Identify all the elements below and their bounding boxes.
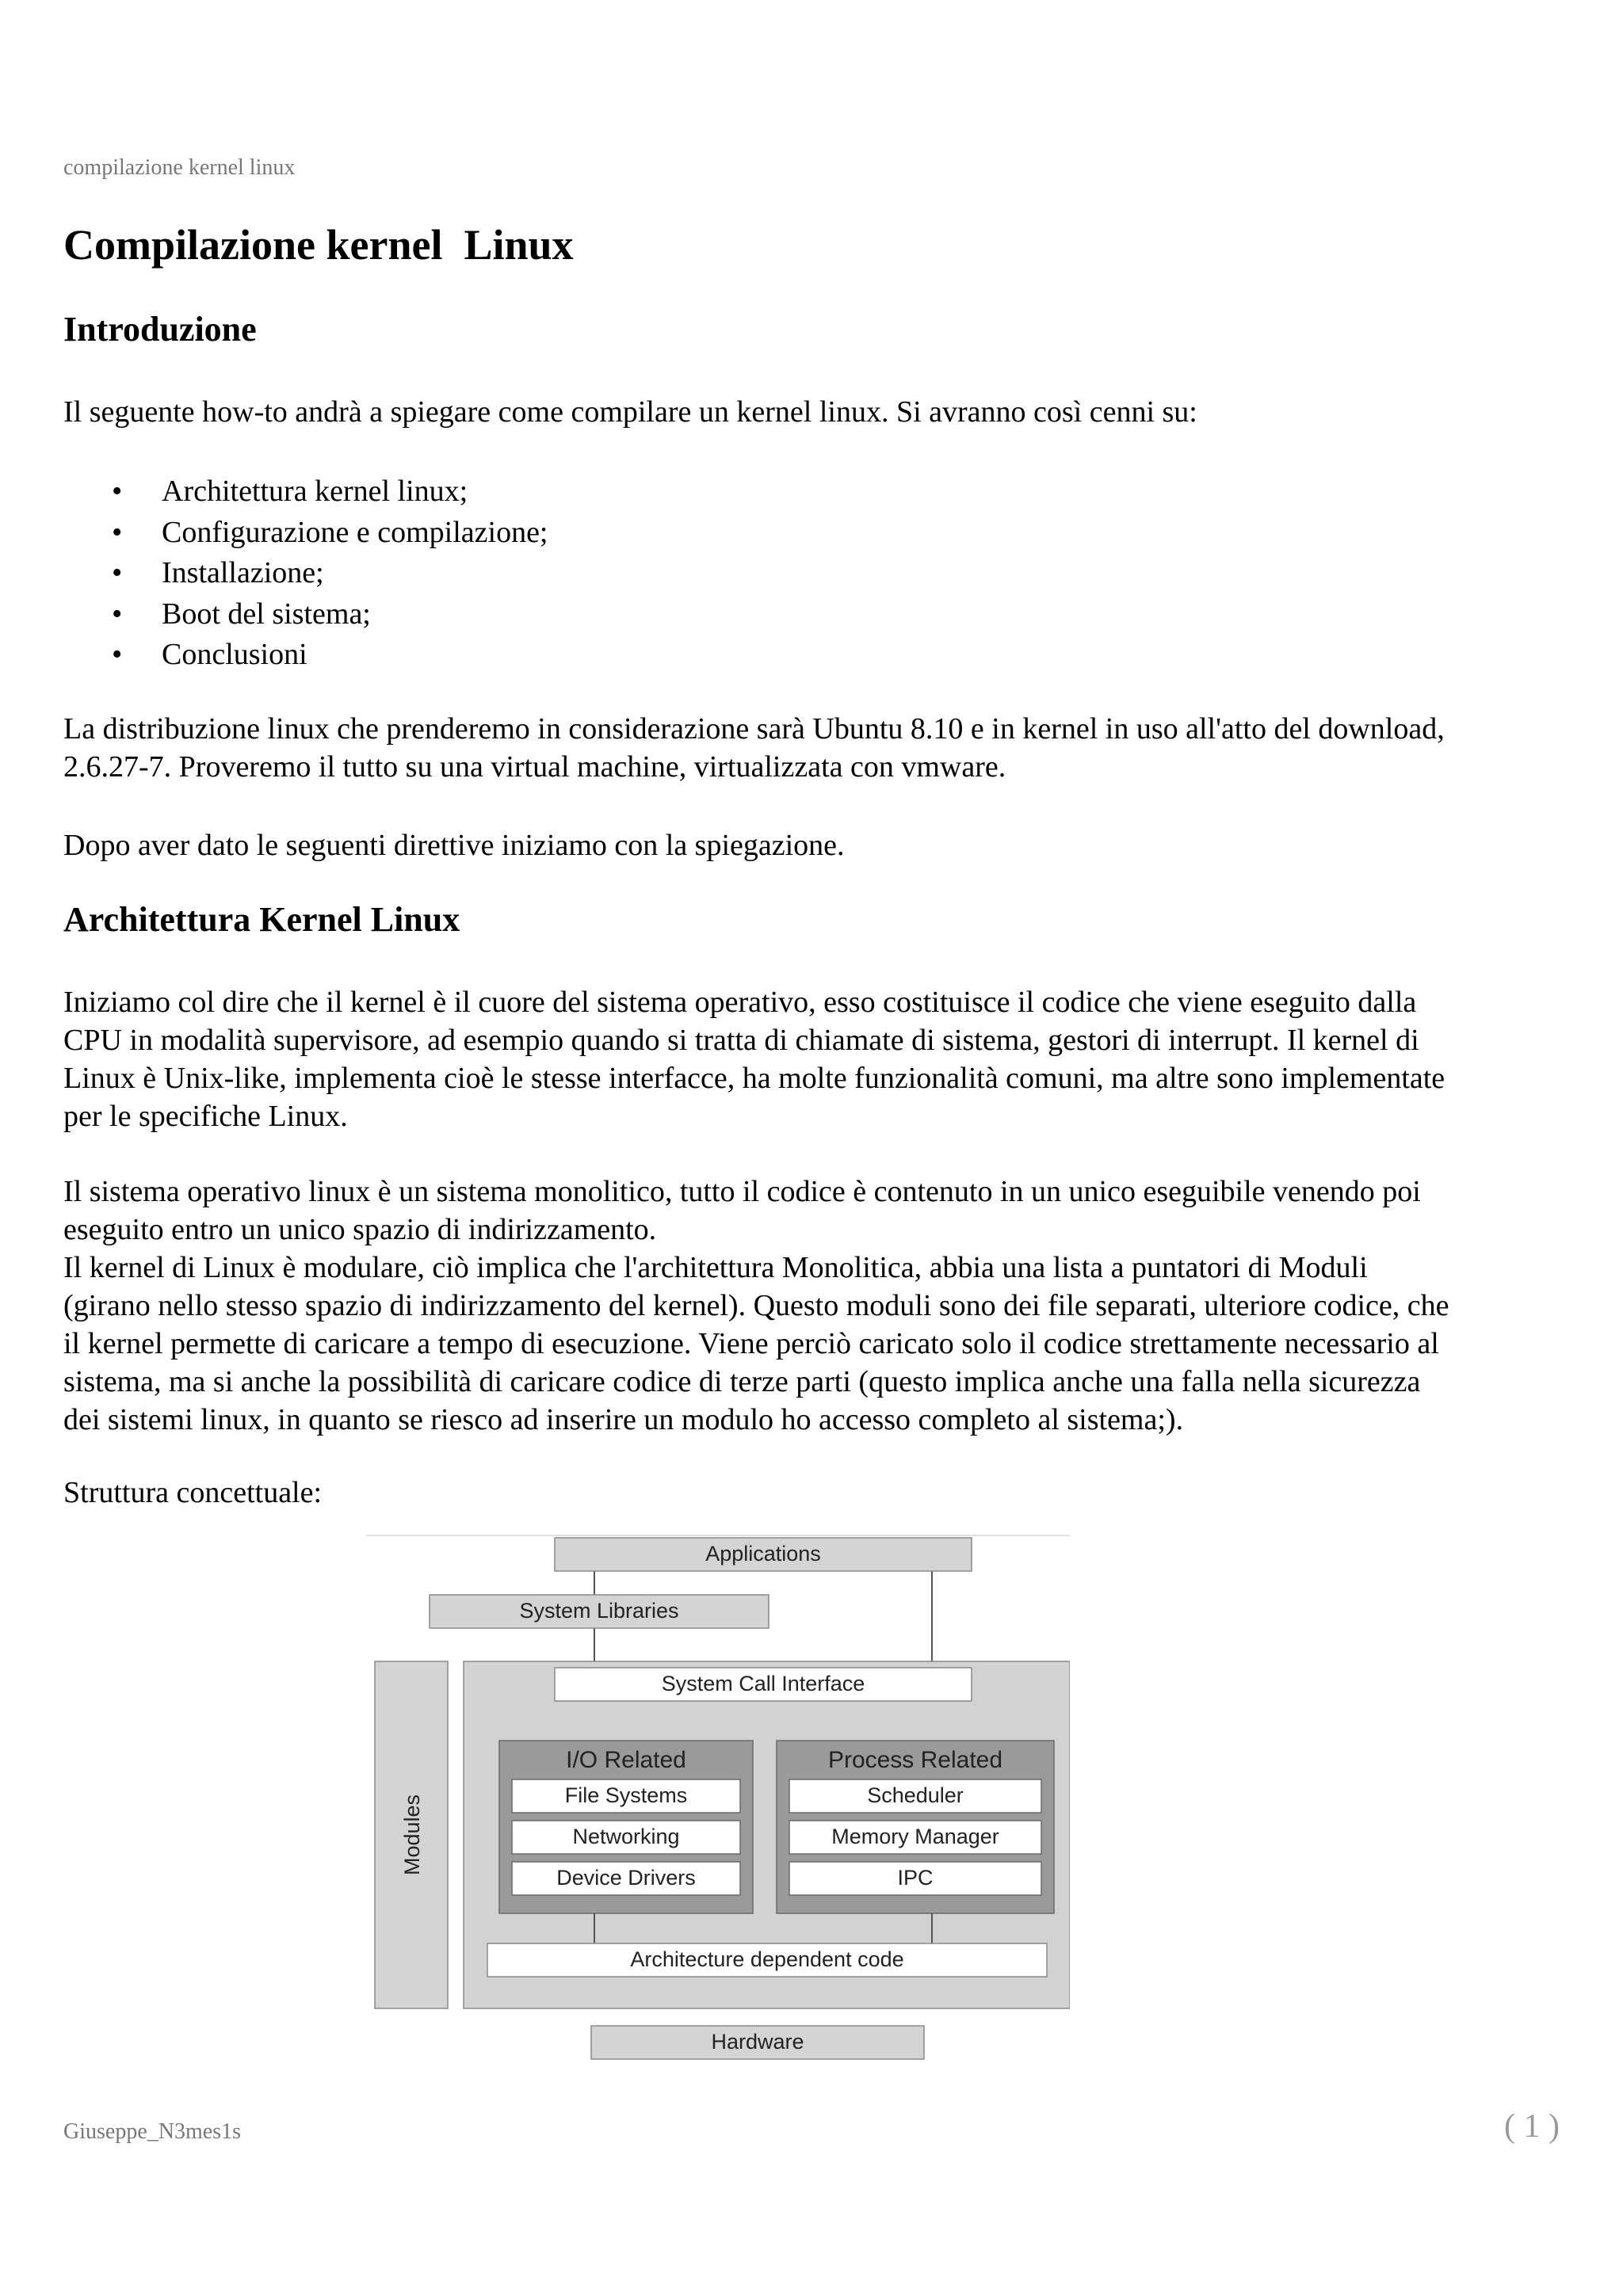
paragraph-line: il kernel permette di caricare a tempo di esecuzione. Viene perciò caricato solo il codice strettamente necessario al — [63, 1327, 1439, 1360]
paragraph-line: dei sistemi linux, in quanto se riesco ad inserire un modulo ho accesso completo al sistema;). — [63, 1403, 1184, 1436]
list-item-text: Boot del sistema; — [162, 597, 371, 631]
footer-author: Giuseppe_N3mes1s — [63, 2119, 241, 2144]
system-call-interface-label: System Call Interface — [661, 1672, 865, 1695]
diagram-svg — [357, 1525, 1070, 2064]
list-item — [63, 594, 548, 635]
applications-label: Applications — [705, 1542, 821, 1566]
distro-paragraph — [63, 710, 1577, 786]
bullet-icon: • — [112, 638, 123, 671]
architecture-dependent-code-label: Architecture dependent code — [630, 1947, 904, 1971]
hardware-label: Hardware — [711, 2030, 804, 2054]
file-systems-label: File Systems — [564, 1783, 688, 1807]
heading-introduzione: Introduzione — [63, 310, 257, 349]
architecture-paragraph-3 — [63, 1249, 1577, 1439]
closing-paragraph: Dopo aver dato le seguenti direttive iniziamo con la spiegazione. — [63, 829, 845, 862]
bullet-icon: • — [112, 597, 123, 631]
structure-label: Struttura concettuale: — [63, 1476, 323, 1509]
paragraph-line: sistema, ma si anche la possibilità di caricare codice di terze parti (questo implica anche una falla nella sicurezza — [63, 1365, 1421, 1398]
architecture-paragraph-2 — [63, 1173, 1577, 1249]
paragraph-line: Il kernel di Linux è modulare, ciò implica che l'architettura Monolitica, abbia una lista a puntatori di Moduli — [63, 1251, 1368, 1284]
distro-line: 2.6.27-7. Proveremo il tutto su una virtual machine, virtualizzata con vmware. — [63, 750, 1006, 784]
networking-label: Networking — [572, 1825, 680, 1848]
list-item-text: Configurazione e compilazione; — [162, 515, 548, 549]
bullet-icon: • — [112, 515, 123, 549]
heading-architettura: Architettura Kernel Linux — [63, 900, 460, 939]
kernel-architecture-diagram — [357, 1525, 1070, 2064]
system-libraries-label: System Libraries — [519, 1599, 679, 1623]
list-item-text: Installazione; — [162, 556, 324, 589]
paragraph-line: Iniziamo col dire che il kernel è il cuore del sistema operativo, esso costituisce il codice che viene eseguito dalla — [63, 986, 1417, 1019]
running-header: compilazione kernel linux — [63, 155, 296, 180]
bullet-icon: • — [112, 475, 123, 508]
distro-line: La distribuzione linux che prenderemo in considerazione sarà Ubuntu 8.10 e in kernel in uso all'atto del download, — [63, 712, 1445, 746]
page-number: ( 1 ) — [1504, 2108, 1560, 2145]
paragraph-line: eseguito entro un unico spazio di indirizzamento. — [63, 1213, 657, 1246]
list-item — [63, 471, 548, 513]
scheduler-label: Scheduler — [867, 1783, 964, 1807]
paragraph-line: Linux è Unix-like, implementa cioè le stesse interfacce, ha molte funzionalità comuni, ma altre sono implementate — [63, 1062, 1445, 1095]
intro-paragraph: Il seguente how-to andrà a spiegare come compilare un kernel linux. Si avranno così cenni su: — [63, 395, 1197, 429]
paragraph-line: (girano nello stesso spazio di indirizzamento del kernel). Questo moduli sono dei file separati, ulteriore codice, che — [63, 1289, 1449, 1322]
io-related-title: I/O Related — [566, 1747, 686, 1773]
list-item-text: Architettura kernel linux; — [162, 475, 468, 508]
list-item-text: Conclusioni — [162, 638, 307, 671]
process-related-title: Process Related — [827, 1747, 1003, 1773]
device-drivers-label: Device Drivers — [556, 1866, 696, 1890]
list-item — [63, 553, 548, 594]
list-item — [63, 513, 548, 554]
document-title: Compilazione kernel Linux — [63, 221, 574, 269]
list-item — [63, 635, 548, 676]
topics-list — [63, 471, 548, 676]
ipc-label: IPC — [897, 1866, 934, 1890]
paragraph-line: per le specifiche Linux. — [63, 1100, 348, 1133]
memory-manager-label: Memory Manager — [831, 1825, 999, 1848]
architecture-paragraph-1 — [63, 983, 1577, 1135]
paragraph-line: Il sistema operativo linux è un sistema monolitico, tutto il codice è contenuto in un unico eseguibile venendo poi — [63, 1175, 1421, 1208]
modules-label: Modules — [400, 1794, 424, 1876]
bullet-icon: • — [112, 556, 123, 589]
paragraph-line: CPU in modalità supervisore, ad esempio quando si tratta di chiamate di sistema, gestori di interrupt. Il kernel di — [63, 1024, 1419, 1057]
